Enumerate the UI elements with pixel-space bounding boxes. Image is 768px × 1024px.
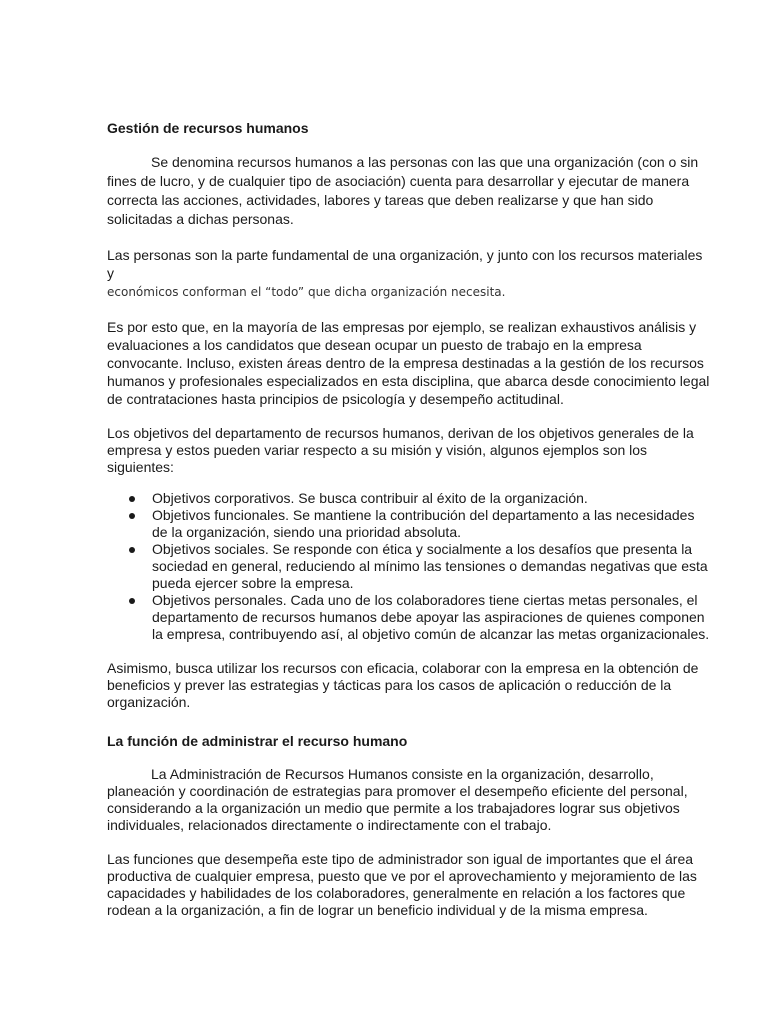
- paragraph-personas: [107, 246, 711, 301]
- list-item-text: Objetivos corporativos. Se busca contribuir al éxito de la organización.: [152, 490, 588, 506]
- paragraph-personas-line2: económicos conforman el “todo” que dicha organización necesita.: [107, 285, 506, 299]
- list-item-text: Objetivos personales. Cada uno de los colaboradores tiene ciertas metas personales, el departamento de recursos humanos debe apoyar las aspiraciones de quienes componen la empresa, contribuyendo así, al objetivo común de alcanzar las metas organizacionales.: [152, 592, 710, 642]
- list-item: [152, 507, 711, 541]
- paragraph-definition: Se denomina recursos humanos a las personas con las que una organización (con o sin fines de lucro, y de cualquier tipo de asociación) cuenta para desarrollar y ejecutar de manera correcta las acciones, actividades, labores y tareas que deben realizarse y que han sido solicitadas a dichas personas.: [107, 154, 699, 227]
- section-heading-gestion: Gestión de recursos humanos: [107, 120, 309, 136]
- paragraph-administracion: La Administración de Recursos Humanos consiste en la organización, desarrollo, planeación y coordinación de estrategias para promover el desempeño eficiente del personal, considerando a la organización un medio que permite a los trabajadores lograr sus objetivos individuales, relacionados directamente o indirectamente con el trabajo.: [107, 766, 688, 833]
- objectives-list: [107, 490, 711, 643]
- paragraph-personas-line1: Las personas son la parte fundamental de una organización, y junto con los recursos materiales y: [107, 247, 703, 281]
- bullet-icon: [129, 598, 135, 604]
- paragraph-evaluaciones: Es por esto que, en la mayoría de las empresas por ejemplo, se realizan exhaustivos análisis y evaluaciones a los candidatos que desean ocupar un puesto de trabajo en la empresa convocante. Incluso, existen áreas dentro de la empresa destinadas a la gestión de los recursos humanos y profesionales especializados en esta disciplina, que abarca desde conocimiento legal de contrataciones hasta principios de psicología y desempeño actitudinal.: [107, 319, 710, 407]
- bullet-icon: [129, 496, 135, 502]
- list-item: [152, 592, 711, 643]
- paragraph-asimismo: Asimismo, busca utilizar los recursos con eficacia, colaborar con la empresa en la obtención de beneficios y prever las estrategias y tácticas para los casos de aplicación o reducción de la organización.: [107, 660, 699, 710]
- paragraph-objetivos-intro: Los objetivos del departamento de recursos humanos, derivan de los objetivos generales de la empresa y estos pueden variar respecto a su misión y visión, algunos ejemplos son los siguientes:: [107, 425, 694, 475]
- list-item: [152, 490, 711, 507]
- list-item-text: Objetivos sociales. Se responde con ética y socialmente a los desafíos que presenta la sociedad en general, reduciendo al mínimo las tensiones o demandas negativas que esta pueda ejercer sobre la empresa.: [152, 541, 708, 591]
- paragraph-funciones: Las funciones que desempeña este tipo de administrador son igual de importantes que el área productiva de cualquier empresa, puesto que ve por el aprovechamiento y mejoramiento de las capacidades y habilidades de los colaboradores, generalmente en relación a los factores que rodean a la organización, a fin de lograr un beneficio individual y de la misma empresa.: [107, 851, 697, 918]
- bullet-icon: [129, 547, 135, 553]
- bullet-icon: [129, 513, 135, 519]
- section-heading-funcion: La función de administrar el recurso humano: [107, 733, 408, 749]
- document-page: [107, 119, 711, 936]
- list-item: [152, 541, 711, 592]
- list-item-text: Objetivos funcionales. Se mantiene la contribución del departamento a las necesidades de la organización, siendo una prioridad absoluta.: [152, 507, 695, 540]
